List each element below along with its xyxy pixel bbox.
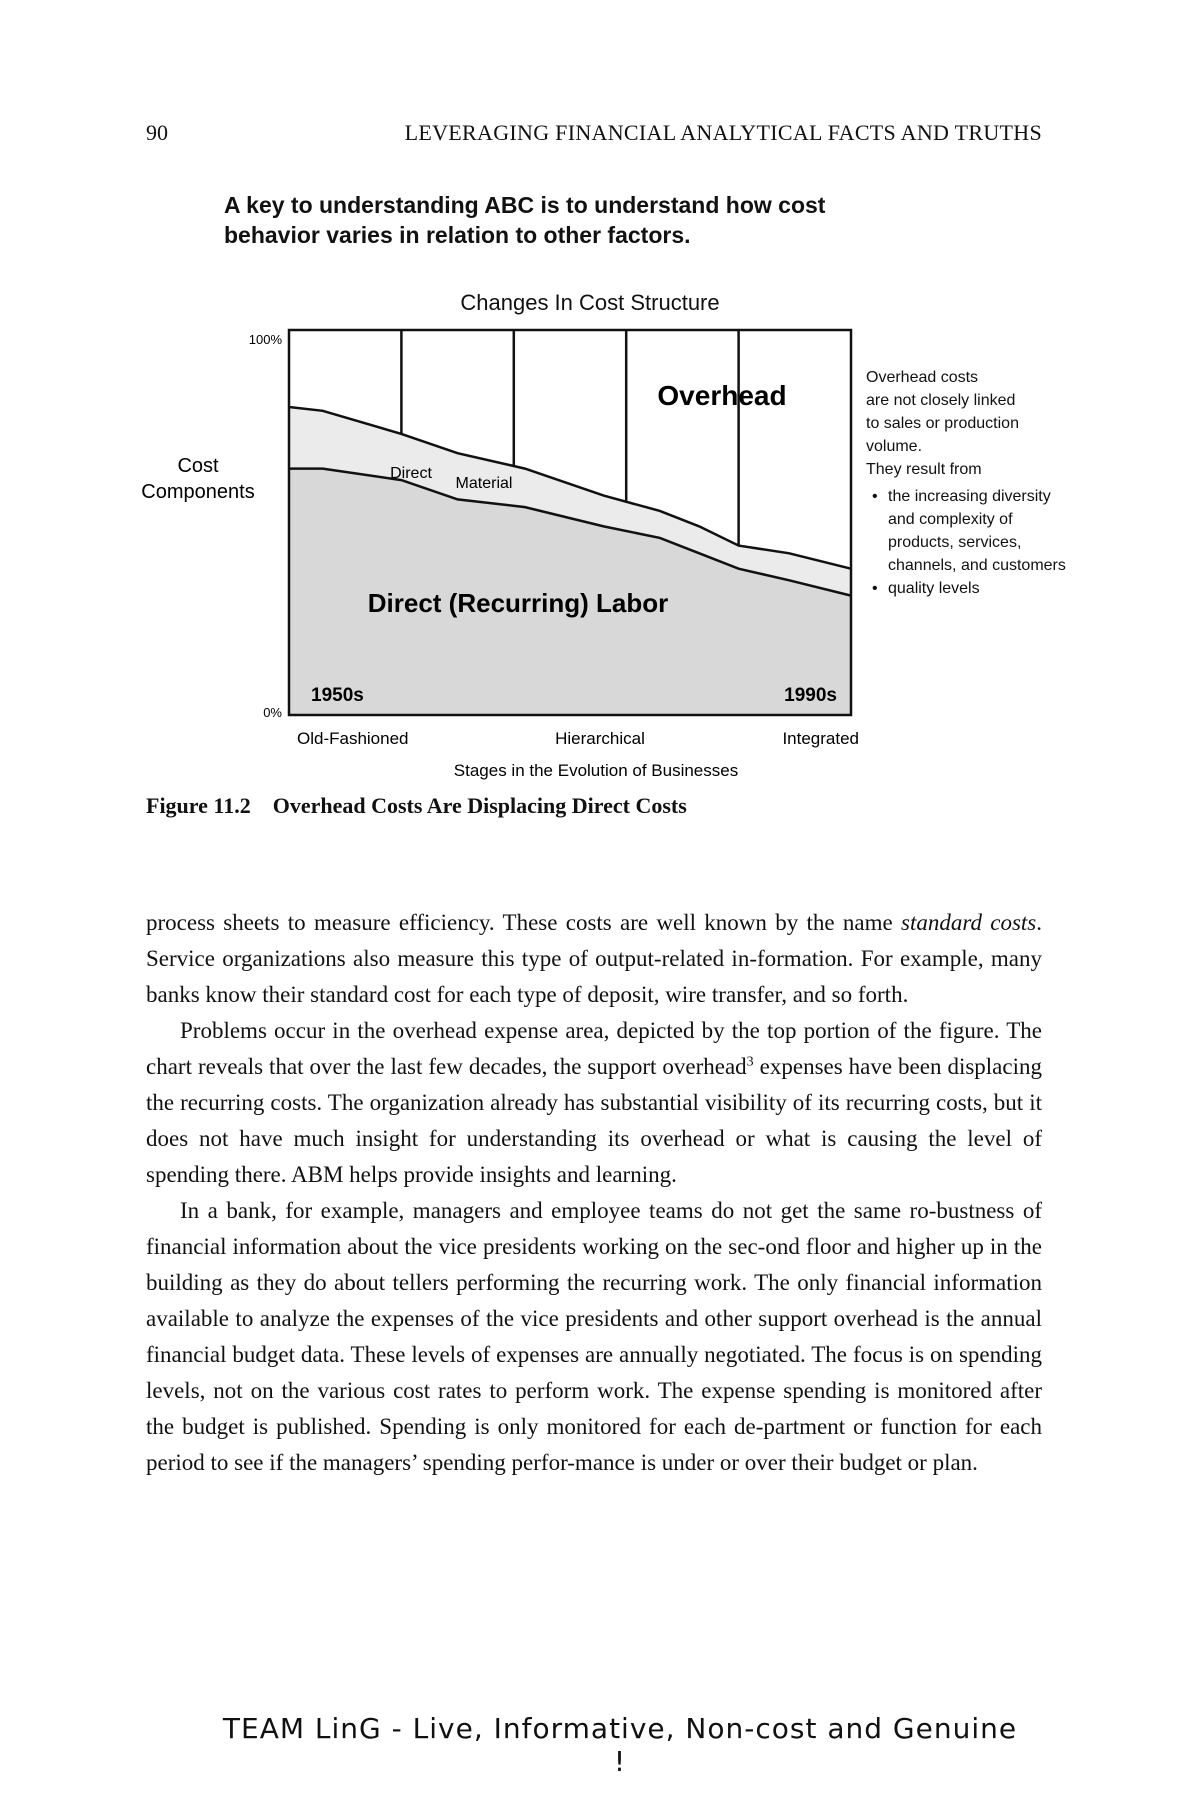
figure-title: Overhead Costs Are Displacing Direct Costs (272, 793, 687, 818)
chart-annotation (866, 366, 1066, 600)
intro-statement: A key to understanding ABC is to understand how cost behavior varies in relation to other factors. (224, 192, 826, 248)
figure-number: Figure 11.2 (146, 793, 251, 818)
y-axis-label-line2: Components (141, 481, 255, 503)
paragraph: In a bank, for example, managers and employee teams do not get the same ro-bustness of financial information about the vice presidents working on the sec-ond floor and higher up in the building as they do about tellers performing the recurring work. The only financial information available to analyze the expenses of the vice presidents and other support overhead is the annual financial budget data. These levels of expenses are annually negotiated. The focus is on spending levels, not on the various cost rates to perform work. The expense spending is monitored after the budget is published. Spending is only monitored for each de-partment or function for each period to see if the managers’ spending perfor-mance is under or over their budget or plan. (146, 1198, 1042, 1475)
direct-material-label-direct: Direct (390, 465, 432, 482)
footnote-marker: 3 (746, 1054, 754, 1070)
x-axis-label: Stages in the Evolution of Businesses (453, 761, 739, 780)
paragraph (146, 1013, 1042, 1193)
paragraph (146, 905, 1042, 1013)
page-number: 90 (146, 120, 168, 145)
italic-term: standard costs (901, 910, 1037, 935)
y-tick-100: 100% (248, 332, 282, 347)
chart-title: Changes In Cost Structure (460, 290, 720, 315)
overhead-label: Overhead (657, 380, 787, 411)
body-text (146, 905, 1042, 1481)
y-tick-0: 0% (263, 705, 282, 720)
labor-label: Direct (Recurring) Labor (367, 588, 669, 618)
x-tick-hierarchical: Hierarchical (555, 729, 645, 748)
annotation-line: to sales or production (866, 415, 1019, 432)
text-span: Problems occur in the overhead expense area, depicted by the top portion of the figure. The chart reveals that over the last few decades, the support overhead (146, 1018, 1042, 1079)
era-end-label: 1990s (784, 685, 837, 706)
annotation-bullets (866, 485, 1066, 600)
x-tick-old-fashioned: Old-Fashioned (297, 729, 409, 748)
text-span: expenses have been displacing the recurring costs. The organization already has substantial visibility of its recurring costs, but it does not have much insight for understanding its overhead or what is causing the level of spending there. ABM helps provide insights and learning. (146, 1054, 1042, 1187)
text-span: . Service organizations also measure this type of output-related in-formation. For example, many banks know their standard cost for each type of deposit, wire transfer, and so forth. (146, 910, 1042, 1007)
footer-watermark: TEAM LinG - Live, Informative, Non-cost and Genuine ! (222, 1712, 1018, 1778)
direct-material-label-material: Material (455, 475, 513, 492)
annotation-bullet: • quality levels (866, 577, 1066, 600)
running-head: LEVERAGING FINANCIAL ANALYTICAL FACTS AND TRUTHS (404, 120, 1042, 145)
y-axis-label-line1: Cost (177, 455, 219, 477)
annotation-line: Overhead costs (866, 369, 979, 386)
annotation-line: They result from (866, 461, 982, 478)
annotation-line: volume. (866, 438, 923, 455)
text-span: process sheets to measure efficiency. These costs are well known by the name (146, 910, 901, 935)
x-tick-integrated: Integrated (782, 729, 859, 748)
era-start-label: 1950s (311, 685, 364, 706)
figure-caption (146, 793, 1046, 819)
annotation-line: are not closely linked (866, 392, 1016, 409)
annotation-bullet: • the increasing diversity and complexity of products, services, channels, and customers (866, 485, 1066, 577)
